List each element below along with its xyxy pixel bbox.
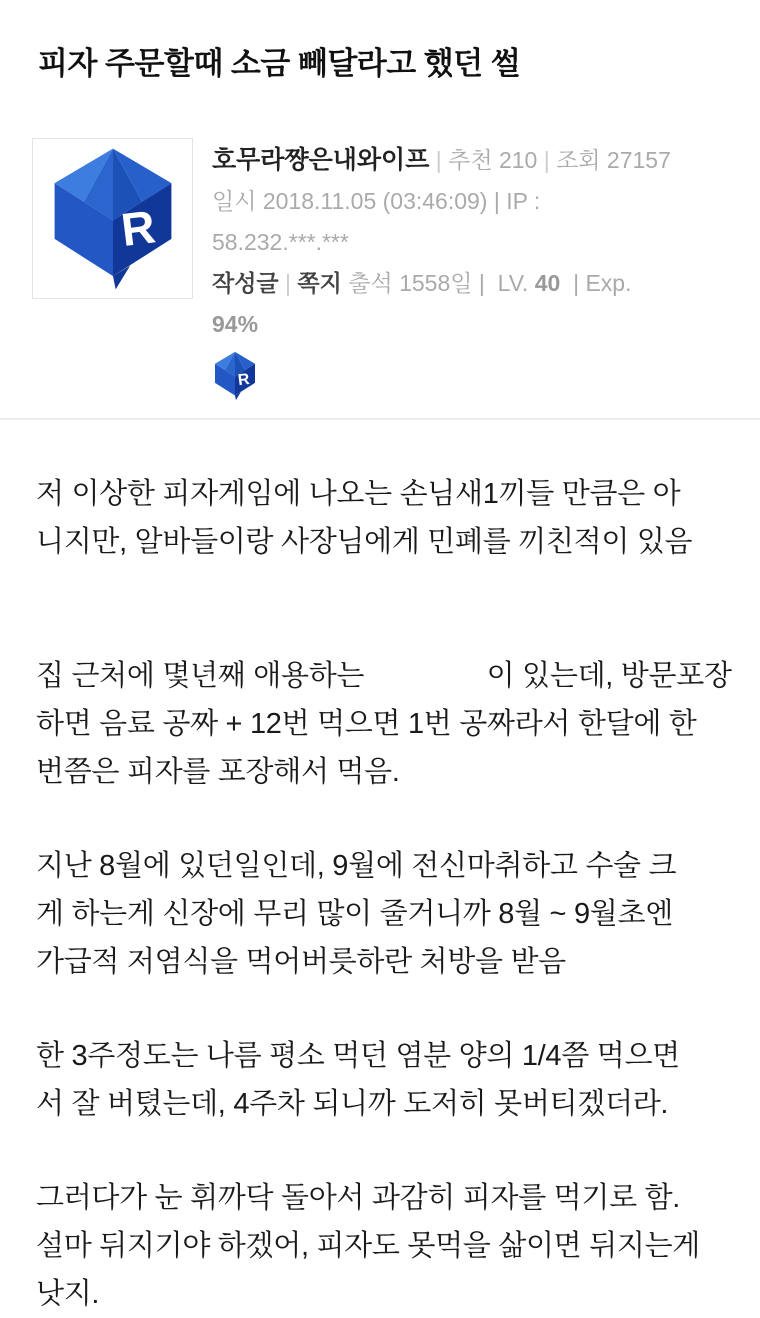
meta-text: | Exp. xyxy=(560,270,632,296)
meta-text: 일시 2018.11.05 (03:46:09) | IP : xyxy=(212,188,541,214)
meta-text: LV. xyxy=(497,270,535,296)
author-name-link[interactable]: 호무라쨩은내와이프 xyxy=(212,146,430,174)
body-text-line: 서 잘 버텼는데, 4주차 되니까 도저히 못버티겠더라. xyxy=(36,1088,669,1120)
profile-meta-line xyxy=(212,140,671,181)
logo-letter: R xyxy=(117,199,158,256)
meta-text: 출석 1558일 | xyxy=(341,270,498,296)
body-text-line: 하면 음료 공짜 + 12번 먹으면 1번 공짜라서 한달에 한 xyxy=(36,708,697,740)
profile-meta-line xyxy=(212,304,671,345)
meta-text: 조회 27157 xyxy=(556,147,671,173)
body-text-line: 게 하는게 신장에 무리 많이 줄거니까 8월 ~ 9월초엔 xyxy=(36,898,673,930)
ruliweb-badge-icon xyxy=(212,351,258,401)
stat-value: 94% xyxy=(212,311,259,337)
body-paragraph xyxy=(36,652,732,796)
profile-action-link[interactable]: 작성글 xyxy=(212,270,279,296)
body-text-line: 한 3주정도는 나름 평소 먹던 염분 양의 1/4쯤 먹으면 xyxy=(36,1040,680,1072)
author-meta-block xyxy=(212,140,671,345)
separator: | xyxy=(429,147,449,173)
author-info xyxy=(212,138,671,406)
body-text-line: 니지만, 알바들이랑 사장님에게 민폐를 끼친적이 있음 xyxy=(36,526,693,558)
body-paragraph xyxy=(36,842,724,986)
meta-text: 추천 210 xyxy=(448,147,538,173)
stat-value: 40 xyxy=(534,270,561,296)
post-body xyxy=(0,420,760,1318)
profile-meta-line xyxy=(212,222,671,263)
body-text-line: 가급적 저염식을 먹어버릇하란 처방을 받음 xyxy=(36,946,566,978)
badge-letter: R xyxy=(237,370,251,390)
separator: | xyxy=(537,147,557,173)
profile-meta-line xyxy=(212,181,671,222)
meta-text: 58.232.***.*** xyxy=(212,229,349,255)
ruliweb-badge xyxy=(212,351,671,406)
body-text-line: 저 이상한 피자게임에 나오는 손님새1끼들 만큼은 아 xyxy=(36,478,681,510)
body-paragraph xyxy=(36,1174,724,1318)
ruliweb-logo-icon xyxy=(45,146,181,292)
body-paragraph xyxy=(36,470,724,566)
profile-action-link[interactable]: 쪽지 xyxy=(297,270,342,296)
body-text-line: 집 근처에 몇년째 애용하는 이 있는데, 방문포장 xyxy=(36,660,732,692)
body-paragraph xyxy=(36,1032,724,1128)
separator: | xyxy=(278,270,298,296)
body-text-line: 낫지. xyxy=(36,1278,100,1310)
author-avatar xyxy=(32,138,193,299)
body-text-line: 번쯤은 피자를 포장해서 먹음. xyxy=(36,756,400,788)
profile-meta-line xyxy=(212,263,671,304)
author-profile xyxy=(32,138,732,406)
body-text-line: 설마 뒤지기야 하겠어, 피자도 못먹을 삶이면 뒤지는게 xyxy=(36,1230,701,1262)
body-text-line: 지난 8월에 있던일인데, 9월에 전신마취하고 수술 크 xyxy=(36,850,677,882)
body-text-line: 그러다가 눈 휘까닥 돌아서 과감히 피자를 먹기로 함. xyxy=(36,1182,681,1214)
post-title: 피자 주문할때 소금 빼달라고 했던 썰 xyxy=(38,46,521,81)
